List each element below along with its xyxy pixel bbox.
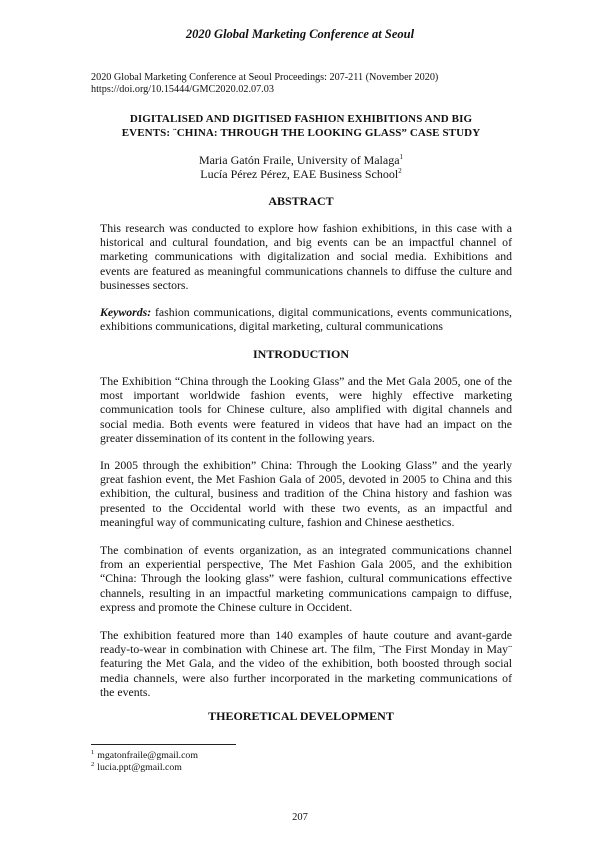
running-head: 2020 Global Marketing Conference at Seoul: [185, 27, 415, 41]
abstract-heading: ABSTRACT: [268, 194, 334, 208]
footnote-1-text: mgatonfraile@gmail.com: [97, 750, 198, 761]
keywords: [100, 305, 512, 333]
page-number: 207: [292, 812, 308, 823]
footnotes: [91, 750, 198, 774]
paper-title: [91, 112, 511, 140]
intro-paragraph-4: The exhibition featured more than 140 examples of haute couture and avant-garde ready-to-wear in combination with Chinese art. The film, ¨The First Monday in May¨ featuring the Met Gala, and the video of the exhibition, both boosted through social media channels, were also further incorporated in the marketing communications of the events.: [100, 628, 512, 699]
author-2-footnote-mark: 2: [398, 167, 402, 175]
intro-paragraph-3: The combination of events organization, as an integrated communications channel from an experiential perspective, The Met Fashion Gala 2005, and the exhibition “China: Through the looking glass” were fashion, cultural communications effective channels, resulting in an impactful marketing communications campaign to diffuse, express and promote the Chinese culture in Occident.: [100, 543, 512, 614]
footnote-2-mark: 2: [91, 760, 95, 768]
theoretical-heading: THEORETICAL DEVELOPMENT: [208, 709, 394, 723]
author-1-name: Maria Gatón Fraile, University of Malaga: [198, 153, 400, 167]
intro-paragraph-2: In 2005 through the exhibition” China: Through the Looking Glass” and the yearly great fashion event, the Met Fashion Gala of 2005, devoted in 2005 to China and this exhibition, the cultural, business and tradition of the China history and fashion was presented to the Occidental world with these two events, as an impactful and meaningful way of communicating culture, fashion and Chinese aesthetics.: [100, 458, 512, 529]
author-1: [91, 153, 511, 167]
proceedings-line: 2020 Global Marketing Conference at Seoul Proceedings: 207-211 (November 2020): [91, 72, 439, 83]
footnote-divider: [91, 744, 236, 745]
author-list: [91, 153, 511, 181]
introduction-heading: INTRODUCTION: [252, 347, 349, 361]
title-line-1: DIGITALISED AND DIGITISED FASHION EXHIBITIONS AND BIG: [129, 113, 473, 125]
footnote-1: [91, 750, 198, 762]
author-1-footnote-mark: 1: [399, 153, 404, 161]
author-2-name: Lucía Pérez Pérez, EAE Business School: [200, 167, 399, 181]
footnote-2: [91, 762, 198, 774]
intro-paragraph-1: The Exhibition “China through the Looking Glass” and the Met Gala 2005, one of the most important worldwide fashion events, were highly effective marketing communication tools for Chinese culture, also amplified with digital channels and social media. Both events were featured in videos that have had an impact on the greater dissemination of its content in the following years.: [100, 374, 512, 445]
keywords-label: Keywords:: [100, 305, 152, 319]
footnote-1-mark: 1: [91, 748, 95, 756]
title-line-2: EVENTS: ¨CHINA: THROUGH THE LOOKING GLASS” CASE STUDY: [121, 127, 481, 139]
publication-meta: [91, 72, 438, 96]
footnote-2-text: lucia.ppt@gmail.com: [97, 762, 182, 773]
doi-line: https://doi.org/10.15444/GMC2020.02.07.03: [91, 84, 274, 95]
abstract-text: This research was conducted to explore how fashion exhibitions, in this case with a historical and cultural foundation, and big events can be an impactful channel of marketing communications with digitalization and social media. Exhibitions and events are featured as meaningful communications channels to diffuse the culture and businesses sectors.: [100, 221, 512, 292]
keywords-text: fashion communications, digital communications, events communications, exhibitions communications, digital marketing, cultural communications: [100, 305, 512, 334]
author-2: [91, 167, 511, 181]
